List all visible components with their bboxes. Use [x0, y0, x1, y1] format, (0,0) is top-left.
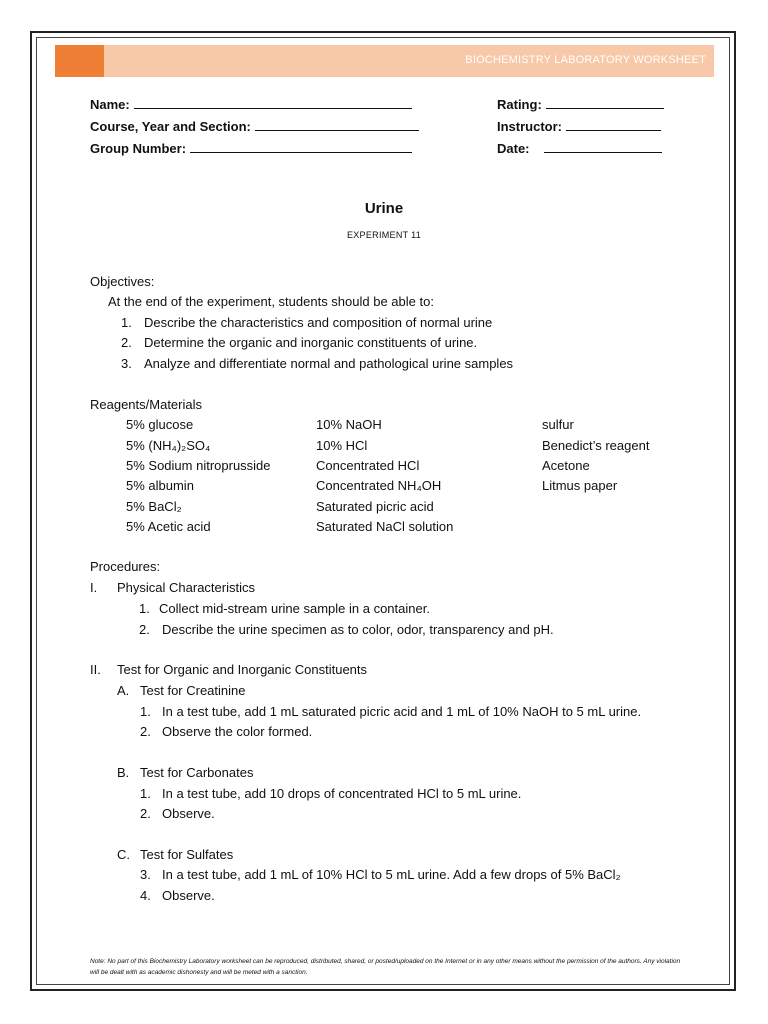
rating-label: Rating: [497, 97, 542, 112]
name-field [90, 97, 412, 112]
experiment-number: EXPERIMENT 11 [346, 230, 422, 240]
objective-number: 1. [121, 315, 132, 330]
reagents-heading: Reagents/Materials [90, 397, 202, 412]
section-title: Physical Characteristics [117, 580, 255, 595]
reagent-item: 5% BaCl₂ [126, 499, 182, 514]
step-text: Observe the color formed. [162, 724, 313, 739]
reagent-item: 5% Sodium nitroprusside [126, 458, 271, 473]
reagent-item: Saturated NaCl solution [316, 519, 454, 534]
step-number: 2. [139, 622, 150, 637]
objectives-intro: At the end of the experiment, students should be able to: [108, 294, 434, 309]
course-input-line[interactable] [255, 119, 419, 131]
subsection-title: Test for Sulfates [140, 847, 234, 862]
name-label: Name: [90, 97, 130, 112]
step-number: 1. [140, 704, 151, 719]
step-number: 1. [140, 786, 151, 801]
instructor-label: Instructor: [497, 119, 562, 134]
course-label: Course, Year and Section: [90, 119, 251, 134]
step-number: 1. [139, 601, 150, 616]
group-field [90, 141, 412, 156]
section-title: Test for Organic and Inorganic Constituents [117, 662, 368, 677]
reagent-item: 5% glucose [126, 417, 194, 432]
instructor-input-line[interactable] [566, 119, 661, 131]
subsection-label: C. [117, 847, 130, 862]
footer-note: Note: No part of this Biochemistry Laboratory worksheet can be reproduced, distributed, shared, or posted/uploaded on the Internet or in any other means without the permission of the authors. Any violation will be dealt with as academic dishonesty and will be meted with a sanction. [90, 958, 681, 976]
page-title: Urine [364, 200, 404, 217]
objectives-heading: Objectives: [90, 274, 155, 289]
section-number: II. [90, 662, 101, 677]
step-text: Observe. [162, 806, 215, 821]
reagent-item: Acetone [542, 458, 590, 473]
step-text: In a test tube, add 10 drops of concentrated HCl to 5 mL urine. [162, 786, 522, 801]
step-number: 2. [140, 806, 151, 821]
objective-number: 2. [121, 335, 132, 350]
date-field [497, 141, 662, 156]
reagent-item: 5% (NH₄)₂SO₄ [126, 438, 211, 453]
step-text: Collect mid-stream urine sample in a container. [159, 601, 430, 616]
objective-number: 3. [121, 356, 132, 371]
step-text: In a test tube, add 1 mL saturated picric acid and 1 mL of 10% NaOH to 5 mL urine. [162, 704, 642, 719]
subsection-title: Test for Carbonates [140, 765, 254, 780]
reagent-item: Litmus paper [542, 478, 618, 493]
reagent-item: sulfur [542, 417, 574, 432]
reagent-item: 5% Acetic acid [126, 519, 211, 534]
reagent-item: 10% NaOH [316, 417, 382, 432]
reagent-item: Concentrated NH₄OH [316, 478, 442, 493]
reagent-item: Concentrated HCl [316, 458, 420, 473]
objective-item: Determine the organic and inorganic constituents of urine. [144, 335, 478, 350]
step-text: Observe. [162, 888, 215, 903]
reagent-item: 5% albumin [126, 478, 194, 493]
step-number: 2. [140, 724, 151, 739]
rating-input-line[interactable] [546, 97, 664, 109]
reagent-item: Saturated picric acid [316, 499, 434, 514]
name-input-line[interactable] [134, 97, 412, 109]
step-number: 4. [140, 888, 151, 903]
step-number: 3. [140, 867, 151, 882]
reagent-item: 10% HCl [316, 438, 368, 453]
group-input-line[interactable] [190, 141, 412, 153]
rating-field [497, 97, 664, 112]
course-field [90, 119, 419, 134]
instructor-field [497, 119, 661, 134]
reagent-item: Benedict’s reagent [542, 438, 650, 453]
procedures-heading: Procedures: [90, 559, 161, 574]
group-label: Group Number: [90, 141, 187, 156]
objective-item: Analyze and differentiate normal and pathological urine samples [144, 356, 514, 371]
banner-title: BIOCHEMISTRY LABORATORY WORKSHEET [465, 54, 706, 66]
banner-accent-block [55, 45, 104, 77]
subsection-label: A. [117, 683, 130, 698]
date-input-line[interactable] [544, 141, 662, 153]
subsection-label: B. [117, 765, 130, 780]
date-label: Date: [497, 141, 530, 156]
subsection-title: Test for Creatinine [140, 683, 246, 698]
step-text: In a test tube, add 1 mL of 10% HCl to 5 mL urine. Add a few drops of 5% BaCl₂ [162, 867, 621, 882]
section-number: I. [90, 580, 98, 595]
step-text: Describe the urine specimen as to color, odor, transparency and pH. [162, 622, 554, 637]
objective-item: Describe the characteristics and composition of normal urine [144, 315, 493, 330]
